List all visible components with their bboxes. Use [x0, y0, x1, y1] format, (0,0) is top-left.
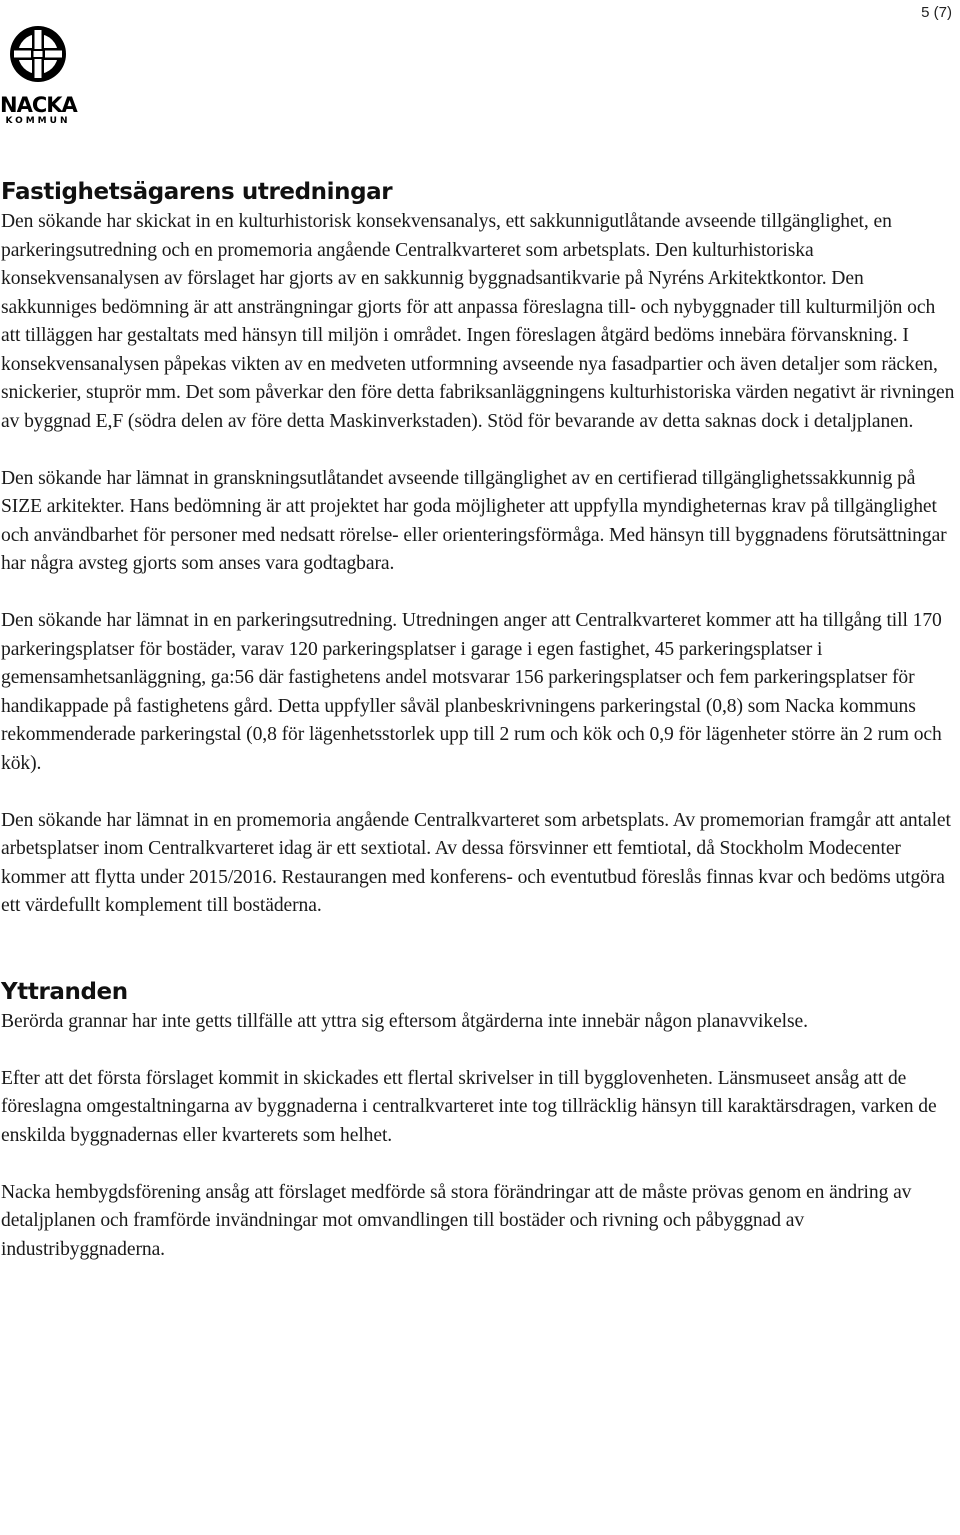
- paragraph: Den sökande har lämnat in en parkeringsutredning. Utredningen anger att Centralkvarteret kommer att ha tillgång till 170 parkeringsplatser för bostäder, varav 120 parkeringsplatser i garage i egen fastighet, 45 parkeringsplatser i gemensamhetsanläggning, ga:56 där fastighetens andel motsvarar 156 parkeringsplatser och fem parkeringsplatser för handikappade på fastighetens gård. Detta uppfyller såväl planbeskrivningens parkeringstal (0,8) som Nacka kommuns rekommenderade parkeringstal (0,8 för lägenhetsstorlek upp till 2 rum och kök och 0,9 för lägenheter större än 2 rum och kök).: [1, 610, 942, 774]
- nacka-logo: [0, 22, 77, 126]
- nacka-seal-icon: [0, 22, 76, 98]
- paragraph: Den sökande har lämnat in granskningsutlåtandet avseende tillgänglighet av en certifierad tillgänglighetssakkunnig på SIZE arkitekter. Hans bedömning är att projektet har goda möjligheter att uppfylla myndigheternas krav på tillgänglighet och användbarhet för personer med nedsatt rörelse- eller orienteringsförmåga. Med hänsyn till byggnadens förutsättningar har några avsteg gjorts som anses vara godtagbara.: [1, 467, 947, 574]
- logo-name: NACKA: [0, 93, 77, 117]
- paragraph: Den sökande har skickat in en kulturhistorisk konsekvensanalys, ett sakkunnigutlåtande avseende tillgänglighet, en parkeringsutredning och en promemoria angående Centralkvarteret som arbetsplats. Den kulturhistoriska konsekvensanalysen av förslaget har gjorts av en sakkunnig byggnadsantikvarie på Nyréns Arkitektkontor. Den sakkunniges bedömning är att ansträngningar gjorts för att anpassa föreslagna till- och nybyggnader till kulturmiljön och att tilläggen har gestaltats med hänsyn till miljön i området. Ingen föreslagen åtgärd bedöms innebära förvanskning. I konsekvensanalysen påpekas vikten av en medveten utformning avseende nya fasadpartier och även detaljer som räcken, snickerier, stuprör mm. Det som påverkar den före detta fabriksanläggningens kulturhistoriska värden negativt är rivningen av byggnad E,F (södra delen av före detta Maskinverkstaden). Stöd för bevarande av detta saknas dock i detaljplanen.: [1, 211, 955, 432]
- document-body: [1, 176, 956, 1264]
- section-heading-yttranden: Yttranden: [1, 978, 128, 1005]
- paragraph: Nacka hembygdsförening ansåg att förslaget medförde så stora förändringar att de måste prövas genom en ändring av detaljplanen och framförde invändningar mot omvandlingen till bostäder och rivning och påbyggnad av industribyggnaderna.: [1, 1181, 912, 1260]
- logo-subname: KOMMUN: [5, 116, 71, 126]
- paragraph: Den sökande har lämnat in en promemoria angående Centralkvarteret som arbetsplats. Av promemorian framgår att antalet arbetsplatser inom Centralkvarteret idag är ett sextiotal. Av dessa försvinner ett femtiotal, då Stockholm Modecenter kommer att flytta under 2015/2016. Restaurangen med konferens- och eventutbud föreslås finnas kvar och bedöms utgöra ett värdefullt komplement till bostäderna.: [1, 809, 951, 916]
- paragraph: Efter att det första förslaget kommit in skickades ett flertal skrivelser in till bygglovenheten. Länsmuseet ansåg att de föreslagna omgestaltningarna av byggnaderna i centralkvarteret inte tog tillräcklig hänsyn till karaktärsdragen, varken de enskilda byggnadernas eller kvarterets som helhet.: [1, 1067, 937, 1146]
- section-heading-fastighetsagarens-utredningar: Fastighetsägarens utredningar: [1, 179, 393, 205]
- paragraph: Berörda grannar har inte getts tillfälle att yttra sig eftersom åtgärderna inte innebär någon planavvikelse.: [1, 1010, 808, 1032]
- page-number: 5 (7): [921, 4, 952, 21]
